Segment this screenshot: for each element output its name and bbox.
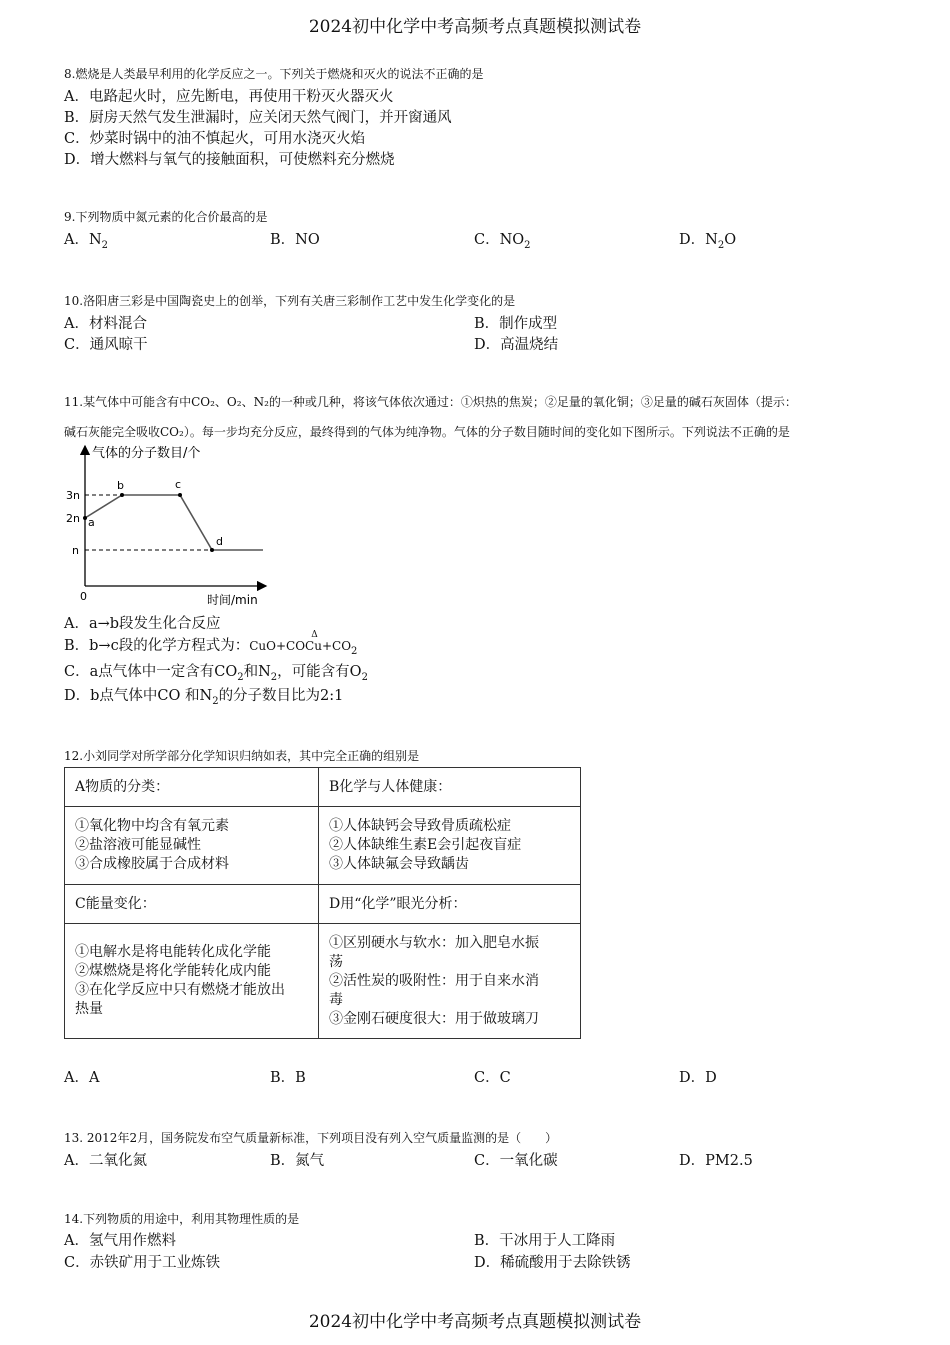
cell-d-body: ①区别硬水与软水：加入肥皂水振 荡 ②活性炭的吸附性：用于自来水消 毒 ③金刚石硬度很大：用于做玻璃刀 [319,924,581,1039]
question-14-stem: 14.下列物质的用途中，利用其物理性质的是 [64,1212,300,1226]
q9-option-d: D．$N_2O$ [679,232,737,251]
question-13-stem: 13. 2012年2月，国务院发布空气质量新标准，下列项目没有列入空气质量监测的是（ ） [64,1131,558,1145]
question-10-stem: 10.洛阳唐三彩是中国陶瓷史上的创举，下列有关唐三彩制作工艺中发生化学变化的是 [64,294,516,308]
q8-option-b: B．厨房天然气发生泄漏时，应关闭天然气阀门，并开窗通风 [64,110,452,126]
cell-a-head: A物质的分类： [65,768,319,807]
point-c-label: c [175,478,182,491]
q13-option-d: D．PM2.5 [679,1153,753,1169]
q12-option-d: D．D [679,1070,717,1086]
q12-knowledge-table [64,767,581,1039]
cell-b-body: ①人体缺钙会导致骨质疏松症 ②人体缺维生素E会引起夜盲症 ③人体缺氟会导致龋齿 [319,807,581,885]
tick-3n: 3n [66,489,80,502]
question-11-stem-line2: 碱石灰能完全吸收CO₂）。每一步均充分反应，最终得到的气体为纯净物。气体的分子数目随时间的变化如下图所示。下列说法不正确的是 [64,425,790,439]
page-header: 2024初中化学中考高频考点真题模拟测试卷 [308,17,642,37]
page-footer: 2024初中化学中考高频考点真题模拟测试卷 [308,1312,642,1332]
q11-option-d: D．b点气体中CO 和$N_2$的分子数目比为2:1 [64,688,344,707]
cell-c-head: C能量变化： [65,885,319,924]
q14-option-b: B．干冰用于人工降雨 [474,1233,616,1249]
cell-d-head: D用“化学”眼光分析： [319,885,581,924]
y-axis-label: 气体的分子数目/个 [92,446,201,461]
point-b-dot [120,493,124,497]
question-8-stem: 8.燃烧是人类最早利用的化学反应之一。下列关于燃烧和灭火的说法不正确的是 [64,67,484,81]
q14-option-d: D．稀硫酸用于去除铁锈 [474,1255,631,1271]
cell-a-body: ①氧化物中均含有氧元素 ②盐溶液可能显碱性 ③合成橡胶属于合成材料 [65,807,319,885]
q8-option-c: C．炒菜时锅中的油不慎起火，可用水浇灭火焰 [64,131,366,147]
question-9-stem: 9.下列物质中氮元素的化合价最高的是 [64,210,268,224]
tick-2n: 2n [66,512,80,525]
q10-option-a: A．材料混合 [64,316,147,332]
cell-c-body: ①电解水是将电能转化成化学能 ②煤燃烧是将化学能转化成内能 ③在化学反应中只有燃烧才能放出 热量 [65,924,319,1039]
q12-option-c: C．C [474,1070,511,1086]
molecule-curve [85,495,263,550]
tick-n: n [72,544,79,557]
point-d-dot [210,548,214,552]
point-b-label: b [117,479,124,492]
q11-option-b: B．b→c段的化学方程式为：CuO+CO Δ $Cu+CO_2$ [64,630,358,657]
q12-option-b: B．B [270,1070,306,1086]
q9-option-c: C．$NO_2$ [474,232,531,251]
question-12-stem: 12.小刘同学对所学部分化学知识归纳如表，其中完全正确的组别是 [64,749,420,763]
q14-option-a: A．氢气用作燃料 [64,1233,176,1249]
origin-label: 0 [80,590,87,603]
q14-option-c: C．赤铁矿用于工业炼铁 [64,1255,221,1271]
q13-option-a: A．二氧化氮 [64,1153,147,1169]
point-a-label: a [88,516,95,529]
point-a-dot [83,516,87,520]
question-11-stem-line1: 11.某气体中可能含有中CO₂、O₂、N₂的一种或几种，将该气体依次通过：①炽热的焦炭；②足量的氧化铜；③足量的碱石灰固体（提示： [64,395,797,409]
q8-option-a: A．电路起火时，应先断电，再使用干粉灭火器灭火 [64,89,394,105]
q8-option-d: D．增大燃料与氧气的接触面积，可使燃料充分燃烧 [64,152,395,168]
q11-option-a: A．a→b段发生化合反应 [64,616,221,632]
point-c-dot [178,493,182,497]
q11-molecule-graph [60,438,280,610]
q10-option-b: B．制作成型 [474,316,558,332]
q12-option-a: A．A [64,1070,100,1086]
q10-option-c: C．通风晾干 [64,337,148,353]
point-d-label: d [216,535,223,548]
q11-option-c: C．a点气体中一定含有$CO_2$和$N_2$，可能含有$O_2$ [64,664,368,683]
q13-option-c: C．一氧化碳 [474,1153,558,1169]
cell-b-head: B化学与人体健康： [319,768,581,807]
q9-option-a: A．$N_2$ [64,232,109,251]
q13-option-b: B．氮气 [270,1153,325,1169]
q10-option-d: D．高温烧结 [474,337,559,353]
x-axis-label: 时间/min [207,593,258,607]
q9-option-b: B．NO [270,232,320,248]
